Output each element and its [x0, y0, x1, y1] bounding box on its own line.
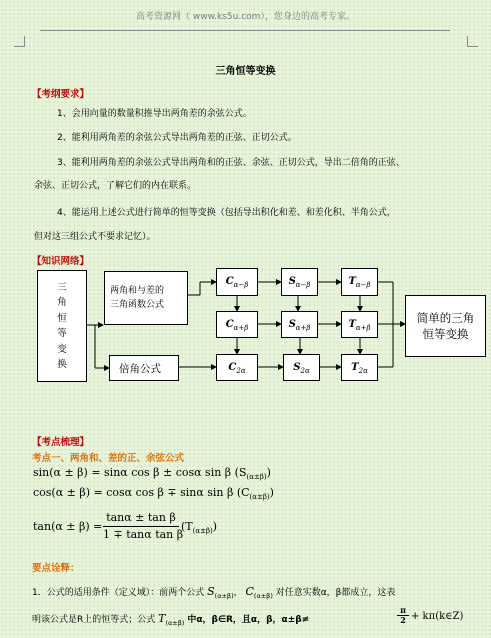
header-rule [40, 30, 450, 31]
node-tan-sum: $T_{\alpha+\beta}$ [341, 311, 378, 338]
node-tan-double: $T_{2\alpha}$ [341, 354, 378, 381]
node-tan-diff: $T_{\alpha-\beta}$ [341, 268, 378, 296]
corner-mark-right [467, 36, 478, 47]
node-cos-diff: $C_{\alpha-\beta}$ [216, 268, 258, 296]
requirement-item: 4、能运用上述公式进行简单的恒等变换（包括导出积化和差、和差化积、半角公式， [57, 208, 396, 218]
review-heading: 【考点梳理】 [32, 437, 90, 448]
double-angle-box [109, 355, 179, 381]
page-header: 高考资源网（ www.ks5u.com），您身边的高考专家。 [136, 12, 355, 22]
notes-line-1: 1．公式的适用条件（定义域）：前两个公式 $S_{(\alpha\pm\beta)}$， $C_{(\alpha\pm\beta)}$ 对任意实数α，β都成立，这表 [32, 585, 396, 600]
node-cos-sum: $C_{\alpha+\beta}$ [216, 311, 258, 338]
tan-formula-lhs: tan(α ± β) = [33, 520, 103, 533]
double-angle-label: 倍角公式 [119, 362, 161, 375]
network-heading: 【知识网络】 [32, 256, 90, 267]
requirement-item: 1、会用向量的数量积推导出两角差的余弦公式。 [57, 109, 252, 119]
requirement-item: 但对这三组公式不要求记忆）。 [34, 232, 156, 242]
trig-identity-char: 换 [57, 359, 67, 370]
document-title: 三角恒等变换 [215, 66, 276, 77]
tan-formula-denominator: 1 ∓ tanα tan β [103, 528, 184, 541]
requirements-heading: 【考纲要求】 [32, 89, 90, 100]
tan-formula-label: $(T_{(\alpha\pm\beta)})$ [181, 520, 218, 536]
corner-mark-left [14, 36, 25, 47]
sum-difference-label: 三角函数公式 [110, 300, 165, 310]
notes-line-2-tail: + kπ(k∈Z) [411, 611, 464, 622]
pi-over-two: π 2 [397, 606, 409, 625]
requirement-item: 3、能利用两角差的余弦公式导出两角和的正弦、余弦、正切公式，导出二倍角的正弦、 [57, 158, 405, 168]
notes-line-2: 明该公式是R上的恒等式；公式 $T_{(\alpha\pm\beta)}$ 中α，β∈R，且α，β，α±β≠ [32, 612, 310, 627]
point-one-heading: 考点一、两角和、差的正、余弦公式 [32, 453, 185, 464]
simple-identity-label: 恒等变换 [422, 327, 469, 341]
requirement-item: 2、能利用两角差的余弦公式导出两角差的正弦、正切公式。 [57, 133, 297, 143]
trig-identity-char: 角 [57, 297, 67, 308]
simple-identity-label: 简单的三角 [416, 311, 475, 325]
trig-identity-char: 等 [57, 328, 67, 339]
tan-formula-fraction [103, 511, 184, 542]
notes-heading: 要点诠释： [32, 563, 80, 574]
trig-identity-char: 变 [57, 343, 67, 355]
fraction-bar [103, 526, 179, 527]
trig-identity-char: 三 [57, 281, 67, 293]
node-sin-diff: $S_{\alpha-\beta}$ [281, 268, 318, 296]
node-sin-double: $S_{2\alpha}$ [283, 354, 320, 381]
tan-formula-numerator: tanα ± tan β [106, 511, 176, 524]
trig-identity-char: 恒 [57, 312, 67, 324]
sum-difference-label: 两角和与差的 [110, 286, 165, 296]
simple-identity-box [405, 295, 486, 357]
requirement-item: 余弦、正切公式，了解它们的内在联系。 [34, 181, 197, 191]
cos-sum-formula: cos(α ± β) = cosα cos β ∓ sinα sin β $(C_{(\alpha\pm\beta)})$ [33, 486, 274, 502]
node-cos-double: $C_{2\alpha}$ [216, 354, 258, 381]
sum-difference-box [104, 271, 188, 325]
node-sin-sum: $S_{\alpha+\beta}$ [281, 311, 318, 338]
trig-identity-box [37, 270, 87, 382]
sin-sum-formula: sin(α ± β) = sinα cos β ± cosα sin β $(S_{(\alpha\pm\beta)})$ [33, 466, 271, 482]
